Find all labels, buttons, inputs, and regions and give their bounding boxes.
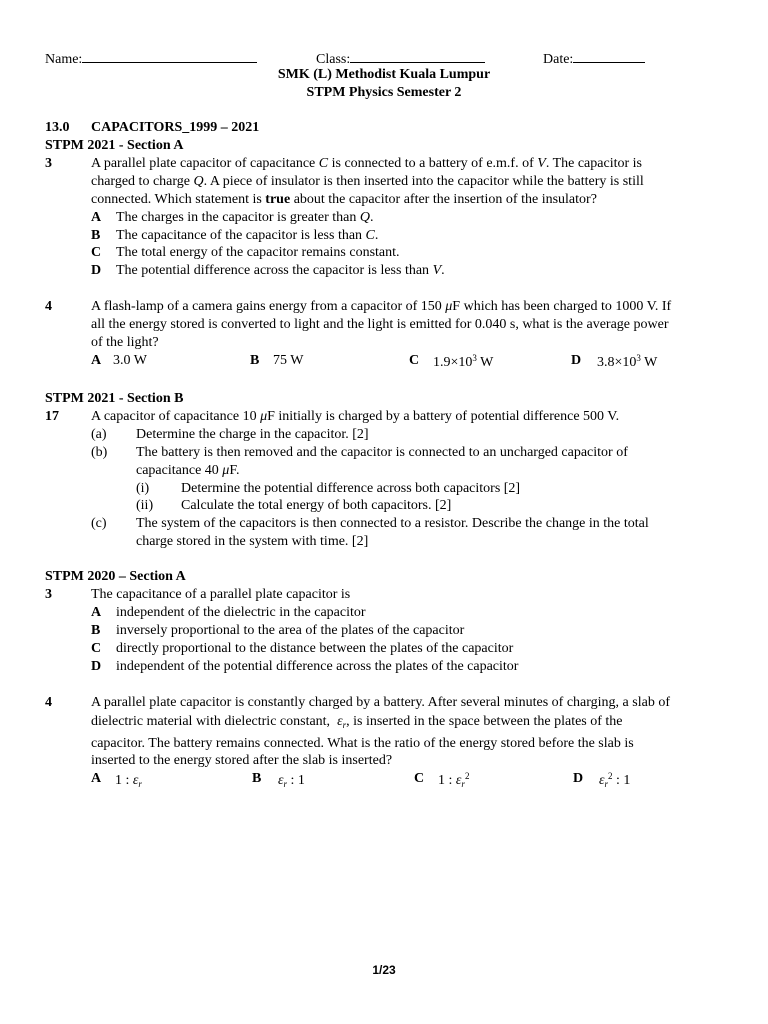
question-number: 17 — [45, 409, 59, 424]
option-letter: C — [91, 245, 102, 260]
option-text: independent of the dielectric in the capacitor — [116, 605, 366, 620]
question-line: connected. Which statement is true about the capacitor after the insertion of the insulator? — [91, 192, 597, 207]
option-text: 1 : $\varepsilon_r^2$ — [438, 771, 470, 789]
subsubpart-text: Determine the potential difference across both capacitors [2] — [181, 481, 521, 496]
subpart-text: The system of the capacitors is then connected to a resistor. Describe the change in the total — [136, 516, 649, 531]
subpart-text: Determine the charge in the capacitor. [2] — [136, 427, 369, 442]
school-name: SMK (L) Methodist Kuala Lumpur — [277, 67, 491, 82]
question-line: A parallel plate capacitor of capacitance C is connected to a battery of e.m.f. of V. The capacitor is — [91, 156, 642, 171]
option-letter: B — [91, 623, 101, 638]
subpart-text: capacitance 40 μF. — [136, 463, 240, 478]
class-label: Class: — [316, 52, 351, 67]
option-letter: C — [414, 771, 425, 786]
option-text: $3.8\times 10^3$ W — [597, 353, 658, 370]
option-text: 1 : $\varepsilon_r$ — [115, 773, 142, 789]
option-letter: A — [91, 605, 102, 620]
question-line: A parallel plate capacitor is constantly charged by a battery. After several minutes of charging, a slab of — [91, 695, 670, 710]
option-letter: A — [91, 353, 102, 368]
option-text: The capacitance of the capacitor is less than C. — [116, 228, 379, 243]
subpart-label: (b) — [91, 445, 108, 460]
subpart-text: The battery is then removed and the capacitor is connected to an uncharged capacitor of — [136, 445, 628, 460]
subpart-text: charge stored in the system with time. [2] — [136, 534, 369, 549]
question-line: The capacitance of a parallel plate capacitor is — [91, 587, 351, 602]
option-letter: B — [250, 353, 260, 368]
option-text: $1.9\times 10^3$ W — [433, 353, 494, 370]
option-letter: B — [91, 228, 101, 243]
question-line: dielectric material with dielectric constant, $\varepsilon_r$, is inserted in the space between the plates of the — [91, 714, 623, 730]
option-letter: D — [573, 771, 584, 786]
option-letter: D — [571, 353, 582, 368]
question-number: 3 — [45, 156, 52, 171]
class-blank[interactable] — [350, 47, 485, 63]
section-heading: STPM 2020 – Section A — [45, 569, 186, 584]
option-text: 3.0 W — [113, 353, 147, 368]
question-line: charged to charge Q. A piece of insulator is then inserted into the capacitor while the battery is still — [91, 174, 644, 189]
option-text: $\varepsilon_r$ : 1 — [278, 773, 305, 789]
question-line: capacitor. The battery remains connected. What is the ratio of the energy stored before the slab is — [91, 736, 634, 751]
section-heading: STPM 2021 - Section A — [45, 138, 184, 153]
name-label: Name: — [45, 52, 83, 67]
option-letter: C — [91, 641, 102, 656]
option-text: The charges in the capacitor is greater than Q. — [116, 210, 374, 225]
page-number: 1/23 — [372, 963, 396, 977]
option-text: 75 W — [273, 353, 304, 368]
question-number: 4 — [45, 695, 52, 710]
course-title: STPM Physics Semester 2 — [306, 85, 462, 100]
subpart-label: (c) — [91, 516, 107, 531]
chapter-title: CAPACITORS_1999 – 2021 — [91, 120, 260, 135]
subpart-label: (a) — [91, 427, 107, 442]
option-text: independent of the potential difference across the plates of the capacitor — [116, 659, 519, 674]
option-text: inversely proportional to the area of the plates of the capacitor — [116, 623, 465, 638]
question-line: inserted to the energy stored after the slab is inserted? — [91, 753, 393, 768]
option-letter: A — [91, 210, 102, 225]
question-number: 4 — [45, 299, 52, 314]
option-letter: D — [91, 263, 102, 278]
question-line: A capacitor of capacitance 10 μF initially is charged by a battery of potential difference 500 V. — [91, 409, 620, 424]
chapter-number: 13.0 — [45, 120, 70, 135]
date-label: Date: — [543, 52, 574, 67]
option-text: $\varepsilon_r^2$ : 1 — [599, 771, 631, 789]
question-number: 3 — [45, 587, 52, 602]
option-letter: D — [91, 659, 102, 674]
question-line: A flash-lamp of a camera gains energy from a capacitor of 150 μF which has been charged to 1000 V. If — [91, 299, 672, 314]
option-letter: A — [91, 771, 102, 786]
subsubpart-text: Calculate the total energy of both capacitors. [2] — [181, 498, 452, 513]
subsubpart-label: (i) — [136, 481, 150, 496]
option-letter: C — [409, 353, 420, 368]
option-text: The total energy of the capacitor remains constant. — [116, 245, 400, 260]
section-heading: STPM 2021 - Section B — [45, 391, 184, 406]
question-line: of the light? — [91, 335, 159, 350]
date-blank[interactable] — [573, 47, 645, 63]
question-line: all the energy stored is converted to light and the light is emitted for 0.040 s, what is the average power — [91, 317, 669, 332]
name-blank[interactable] — [82, 47, 257, 63]
subsubpart-label: (ii) — [136, 498, 154, 513]
option-text: The potential difference across the capacitor is less than V. — [116, 263, 445, 278]
option-letter: B — [252, 771, 262, 786]
option-text: directly proportional to the distance between the plates of the capacitor — [116, 641, 514, 656]
